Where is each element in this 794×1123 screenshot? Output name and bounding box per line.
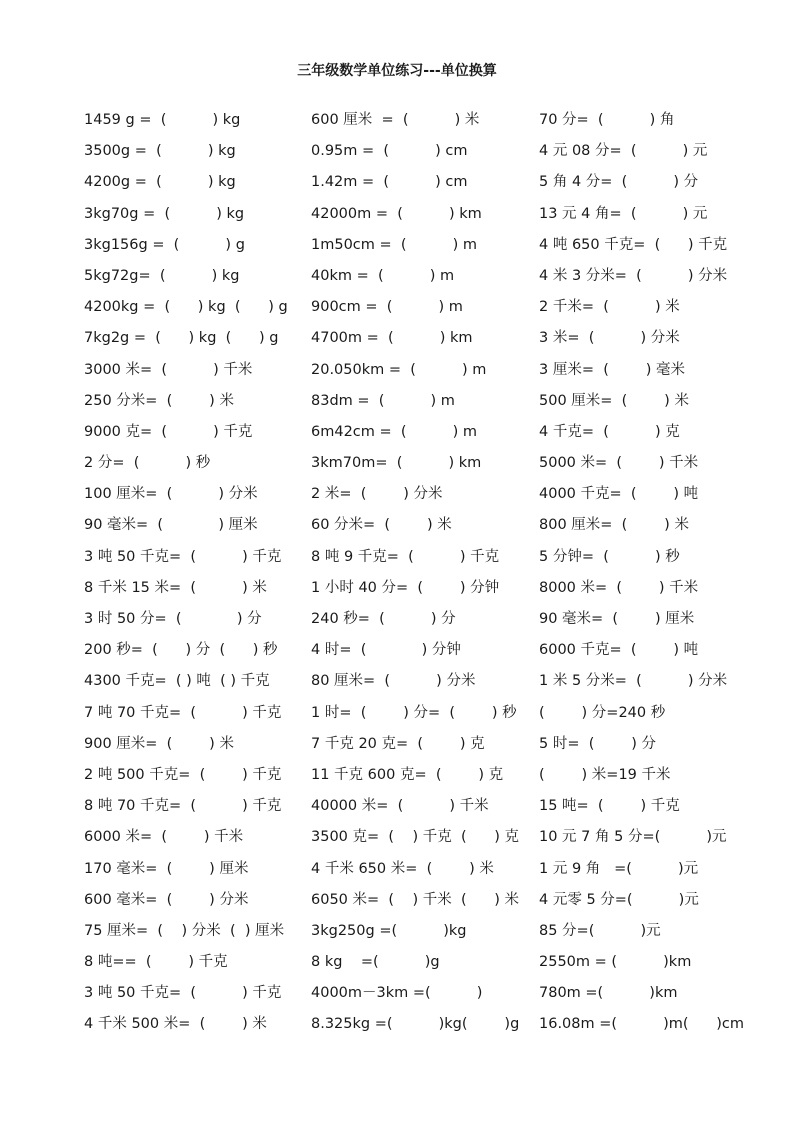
exercise-item: 6050 米= ( ) 千米 ( ) 米 [311,891,520,908]
exercise-item: 85 分=( )元 [539,922,661,939]
exercise-item: 4 元 08 分= ( ) 元 [539,143,708,160]
exercise-item: 3kg156g = ( ) g [84,236,245,253]
exercise-item: 1 时= ( ) 分= ( ) 秒 [311,704,517,721]
exercise-item: 3 米= ( ) 分米 [539,330,680,347]
exercise-item: 4300 千克= ( ) 吨 ( ) 千克 [84,673,270,690]
exercise-item: 6m42cm = ( ) m [311,423,478,440]
exercise-item: 900cm = ( ) m [311,299,463,316]
exercise-item: 0.95m = ( ) cm [311,143,468,160]
exercise-item: 1 米 5 分米= ( ) 分米 [539,673,728,690]
exercise-item: 3000 米= ( ) 千米 [84,361,253,378]
exercise-item: 600 毫米= ( ) 分米 [84,891,249,908]
exercise-item: 40000 米= ( ) 千米 [311,798,489,815]
exercise-item: 3500g = ( ) kg [84,143,236,160]
exercise-item: 10 元 7 角 5 分=( )元 [539,829,727,846]
exercise-item: 70 分= ( ) 角 [539,112,675,128]
exercise-item: 8.325kg =( )kg( )g [311,1016,520,1033]
exercise-item: 4200kg = ( ) kg ( ) g [84,299,288,316]
exercise-item: 4000 千克= ( ) 吨 [539,486,699,503]
exercise-item: 3500 克= ( ) 千克 ( ) 克 [311,829,520,846]
exercise-item: 4700m = ( ) km [311,330,473,347]
exercise-item: 42000m = ( ) km [311,205,482,222]
exercise-item: 240 秒= ( ) 分 [311,611,456,627]
exercise-item: 5kg72g= ( ) kg [84,267,240,284]
exercise-item: 4 元零 5 分=( )元 [539,891,699,908]
exercise-item: 2550m = ( )km [539,954,692,971]
exercise-item: 3kg250g =( )kg [311,922,467,939]
exercise-item: 3 厘米= ( ) 毫米 [539,361,685,378]
exercise-item: 2 米= ( ) 分米 [311,486,443,503]
exercise-item: 780m =( )km [539,985,678,1002]
exercise-item: 3 吨 50 千克= ( ) 千克 [84,985,282,1002]
exercise-item: 4200g = ( ) kg [84,174,236,191]
exercise-item: 60 分米= ( ) 米 [311,517,452,534]
exercise-item: 7 千克 20 克= ( ) 克 [311,735,485,752]
exercise-item: 3 时 50 分= ( ) 分 [84,611,262,627]
exercise-item: 4 千克= ( ) 克 [539,423,680,440]
exercise-item: 9000 克= ( ) 千克 [84,423,253,440]
exercise-item: ( ) 分=240 秒 [539,704,666,721]
exercise-item: 11 千克 600 克= ( ) 克 [311,766,504,783]
exercise-item: 8000 米= ( ) 千米 [539,579,699,596]
exercise-item: 5 分钟= ( ) 秒 [539,548,680,565]
exercise-item: 800 厘米= ( ) 米 [539,517,689,534]
exercise-item: 170 毫米= ( ) 厘米 [84,860,249,877]
exercise-item: 2 千米= ( ) 米 [539,299,680,316]
exercise-item: 13 元 4 角= ( ) 元 [539,205,708,222]
exercise-item: 500 厘米= ( ) 米 [539,392,689,409]
exercise-item: 5 时= ( ) 分 [539,735,656,752]
exercise-item: 8 千米 15 米= ( ) 米 [84,579,267,596]
exercise-item: ( ) 米=19 千米 [539,766,671,783]
exercise-item: 8 kg =( )g [311,954,440,971]
exercise-item: 250 分米= ( ) 米 [84,392,234,409]
exercise-item: 7 吨 70 千克= ( ) 千克 [84,704,282,721]
exercise-item: 1 小时 40 分= ( ) 分钟 [311,579,500,596]
exercise-item: 1.42m = ( ) cm [311,174,468,191]
exercise-item: 3 吨 50 千克= ( ) 千克 [84,548,282,565]
exercise-item: 5 角 4 分= ( ) 分 [539,174,699,191]
exercise-item: 6000 千克= ( ) 吨 [539,642,699,659]
exercise-item: 1 元 9 角 =( )元 [539,860,699,877]
exercise-item: 1m50cm = ( ) m [311,236,478,253]
exercise-item: 4 吨 650 千克= ( ) 千克 [539,236,728,253]
exercise-item: 3kg70g = ( ) kg [84,205,245,222]
exercise-item: 4 时= ( ) 分钟 [311,642,461,659]
exercise-item: 4 千米 500 米= ( ) 米 [84,1016,267,1033]
exercise-item: 900 厘米= ( ) 米 [84,735,234,752]
exercise-item: 200 秒= ( ) 分 ( ) 秒 [84,642,278,659]
exercise-item: 15 吨= ( ) 千克 [539,798,680,815]
exercise-item: 80 厘米= ( ) 分米 [311,673,476,690]
exercise-item: 7kg2g = ( ) kg ( ) g [84,330,279,347]
exercise-item: 100 厘米= ( ) 分米 [84,486,258,503]
exercise-item: 6000 米= ( ) 千米 [84,829,244,846]
exercise-item: 90 毫米= ( ) 厘米 [539,611,695,627]
exercise-item: 2 吨 500 千克= ( ) 千克 [84,766,282,783]
exercise-item: 90 毫米= ( ) 厘米 [84,517,258,534]
page-title: 三年级数学单位练习---单位换算 [297,63,497,79]
exercise-item: 5000 米= ( ) 千米 [539,455,699,472]
exercise-item: 40km = ( ) m [311,267,455,284]
exercise-item: 8 吨 9 千克= ( ) 千克 [311,548,500,565]
exercise-item: 16.08m =( )m( )cm [539,1016,744,1033]
exercise-item: 600 厘米 = ( ) 米 [311,112,480,128]
exercise-item: 20.050km = ( ) m [311,361,487,378]
exercise-item: 8 吨 70 千克= ( ) 千克 [84,798,282,815]
exercise-item: 3km70m= ( ) km [311,455,482,472]
exercise-item: 2 分= ( ) 秒 [84,455,211,472]
exercise-item: 1459 g = ( ) kg [84,112,241,128]
exercise-item: 4 米 3 分米= ( ) 分米 [539,267,728,284]
exercise-item: 75 厘米= ( ) 分米 ( ) 厘米 [84,922,285,939]
exercise-item: 83dm = ( ) m [311,392,455,409]
exercise-item: 4000m－3km =( ) [311,985,483,1002]
exercise-item: 4 千米 650 米= ( ) 米 [311,860,494,877]
exercise-item: 8 吨== ( ) 千克 [84,954,228,971]
